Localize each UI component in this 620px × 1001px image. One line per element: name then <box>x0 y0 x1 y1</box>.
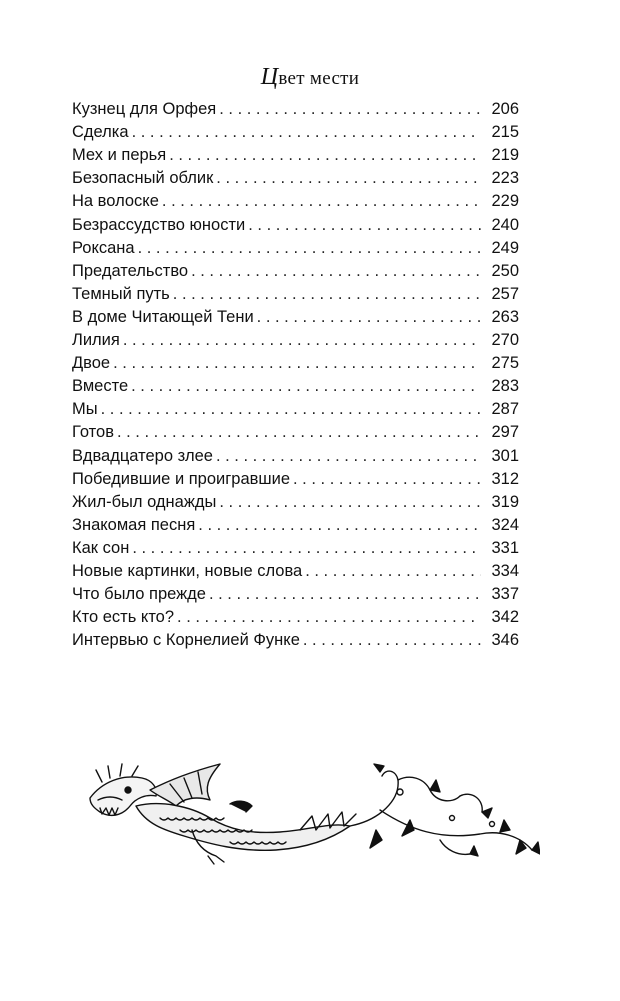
toc-leader-dots <box>305 560 481 583</box>
toc-entry-page: 249 <box>491 238 519 257</box>
toc-leader-dots <box>293 468 481 491</box>
toc-entry-title: Предательство <box>72 261 189 280</box>
toc-entry <box>72 375 519 398</box>
toc-leader-dots <box>198 514 481 537</box>
toc-entry <box>72 283 519 306</box>
toc-entry-title: На волоске <box>72 192 159 211</box>
running-head <box>0 64 620 91</box>
toc-entry-title: Победившие и проигравшие <box>72 469 291 488</box>
toc-entry <box>72 560 519 583</box>
toc-entry <box>72 444 519 467</box>
toc-entry-page: 346 <box>491 631 519 650</box>
toc-entry-page: 331 <box>491 538 519 557</box>
toc-entry <box>72 121 519 144</box>
running-head-text: вет мести <box>278 68 360 89</box>
toc-entry-title: Кто есть кто? <box>72 608 175 627</box>
toc-entry-page: 206 <box>491 100 519 119</box>
toc-leader-dots <box>209 583 481 606</box>
toc-leader-dots <box>216 445 481 468</box>
toc-entry-title: Знакомая песня <box>72 515 196 534</box>
toc-leader-dots <box>173 283 481 306</box>
toc-leader-dots <box>169 144 481 167</box>
toc-entry <box>72 491 519 514</box>
toc-entry <box>72 537 519 560</box>
toc-leader-dots <box>257 306 481 329</box>
toc-entry-page: 297 <box>491 423 519 442</box>
toc-entry-page: 337 <box>491 585 519 604</box>
toc-entry-page: 324 <box>491 515 519 534</box>
toc-entry-page: 263 <box>491 307 519 326</box>
toc-entry <box>72 352 519 375</box>
toc-entry <box>72 260 519 283</box>
toc-leader-dots <box>123 329 481 352</box>
toc-entry-title: Вдвадцатеро злее <box>72 446 213 465</box>
toc-entry-page: 250 <box>491 261 519 280</box>
toc-entry-title: Роксана <box>72 238 135 257</box>
toc-entry <box>72 468 519 491</box>
toc-entry-page: 229 <box>491 192 519 211</box>
toc-leader-dots <box>219 98 481 121</box>
toc-entry-title: Жил-был однажды <box>72 492 217 511</box>
toc-entry-page: 301 <box>491 446 519 465</box>
toc-leader-dots <box>132 121 481 144</box>
running-head-initial: Ц <box>260 64 279 90</box>
toc-entry-title: Безопасный облик <box>72 169 214 188</box>
toc-entry-page: 223 <box>491 169 519 188</box>
toc-entry <box>72 190 519 213</box>
toc-entry-title: Мы <box>72 400 98 419</box>
toc-entry <box>72 606 519 629</box>
toc-entry-title: В доме Читающей Тени <box>72 307 254 326</box>
toc-entry-title: Двое <box>72 354 111 373</box>
toc-leader-dots <box>113 352 481 375</box>
toc-leader-dots <box>117 421 481 444</box>
toc-entry-page: 219 <box>491 146 519 165</box>
toc-entry <box>72 329 519 352</box>
toc-entry-page: 342 <box>491 608 519 627</box>
toc-entry-page: 270 <box>491 331 519 350</box>
toc-entry <box>72 398 519 421</box>
toc-leader-dots <box>162 190 481 213</box>
toc-entry <box>72 144 519 167</box>
toc-entry-page: 275 <box>491 354 519 373</box>
toc-leader-dots <box>138 237 481 260</box>
toc-entry <box>72 167 519 190</box>
toc-leader-dots <box>191 260 481 283</box>
dragon-vignette-illustration <box>80 760 540 890</box>
toc-leader-dots <box>177 606 481 629</box>
toc-entry <box>72 237 519 260</box>
toc-entry-title: Новые картинки, новые слова <box>72 561 303 580</box>
toc-entry-title: Готов <box>72 423 114 442</box>
toc-entry-page: 334 <box>491 561 519 580</box>
toc-entry-page: 257 <box>491 284 519 303</box>
toc-entry <box>72 213 519 236</box>
toc-leader-dots <box>219 491 481 514</box>
toc-leader-dots <box>303 629 481 652</box>
toc-entry-title: Темный путь <box>72 284 170 303</box>
toc-entry-title: Интервью с Корнелией Функе <box>72 631 300 650</box>
toc-entry-title: Мех и перья <box>72 146 167 165</box>
toc-leader-dots <box>101 398 481 421</box>
toc-leader-dots <box>216 167 481 190</box>
toc-entry <box>72 306 519 329</box>
toc-entry-title: Что было прежде <box>72 585 206 604</box>
toc-entry-page: 215 <box>491 123 519 142</box>
table-of-contents <box>72 98 519 652</box>
toc-entry <box>72 583 519 606</box>
toc-entry-title: Кузнец для Орфея <box>72 100 217 119</box>
toc-entry-title: Сделка <box>72 123 129 142</box>
toc-entry-title: Как сон <box>72 538 130 557</box>
toc-leader-dots <box>248 214 481 237</box>
toc-entry-title: Лилия <box>72 331 120 350</box>
toc-leader-dots <box>132 537 481 560</box>
toc-entry <box>72 421 519 444</box>
toc-entry-page: 283 <box>491 377 519 396</box>
toc-entry-page: 240 <box>491 215 519 234</box>
toc-entry-page: 312 <box>491 469 519 488</box>
toc-entry <box>72 98 519 121</box>
toc-entry-title: Безрассудство юности <box>72 215 246 234</box>
toc-entry-page: 319 <box>491 492 519 511</box>
toc-entry-title: Вместе <box>72 377 129 396</box>
toc-entry-page: 287 <box>491 400 519 419</box>
toc-leader-dots <box>131 375 481 398</box>
toc-entry <box>72 514 519 537</box>
toc-entry <box>72 629 519 652</box>
